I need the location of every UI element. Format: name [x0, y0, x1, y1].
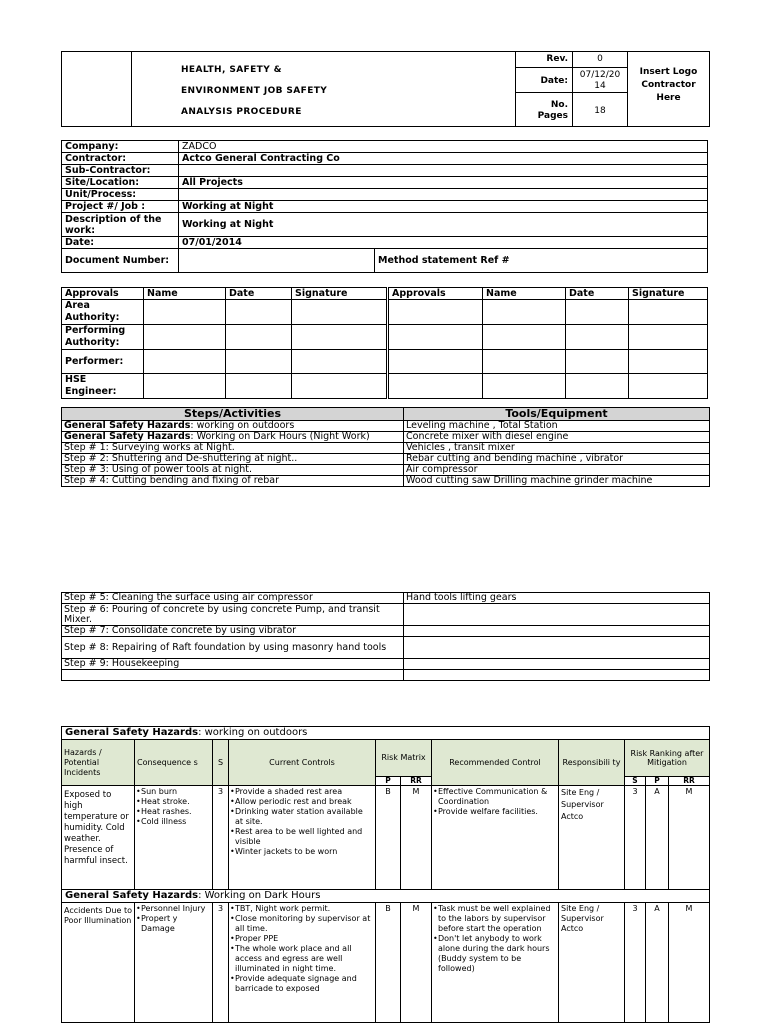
approval-cell[interactable] — [566, 325, 629, 350]
approval-cell[interactable] — [566, 350, 629, 374]
document-header — [61, 51, 710, 127]
step-row: Step # 9: Housekeeping — [62, 659, 404, 670]
probability-after-value: A — [646, 786, 669, 890]
approval-cell[interactable] — [566, 374, 629, 399]
recommended-control-column-header: Recommended Control — [432, 740, 559, 786]
step-row: Step # 7: Consolidate concrete by using vibrator — [62, 626, 404, 637]
company-value: ZADCO — [179, 141, 708, 153]
approval-cell[interactable] — [292, 350, 388, 374]
approvals-table — [61, 287, 708, 399]
approval-cell[interactable] — [566, 300, 629, 325]
step-row: General Safety Hazards: Working on Dark Hours (Night Work) — [62, 432, 404, 443]
site-label: Site/Location: — [62, 177, 179, 189]
contractor-value: Actco General Contracting Co — [179, 153, 708, 165]
probability-value: B — [376, 903, 401, 1023]
name-header-2: Name — [483, 288, 566, 300]
probability-after-subheader: P — [646, 777, 669, 786]
severity-after-value: 3 — [625, 903, 646, 1023]
tools-cell: Concrete mixer with diesel engine — [404, 432, 710, 443]
approvals-header-2: Approvals — [388, 288, 483, 300]
severity-value: 3 — [213, 786, 229, 890]
approvals-header: Approvals — [62, 288, 144, 300]
approval-cell[interactable] — [483, 325, 566, 350]
steps-activities-header: Steps/Activities — [62, 408, 404, 421]
step-row: Step # 8: Repairing of Raft foundation by using masonry hand tools — [62, 637, 404, 659]
probability-subheader: P — [376, 777, 401, 786]
document-number-value — [179, 249, 375, 273]
hazard-section-title: General Safety Hazards: working on outdoors — [62, 727, 710, 740]
approval-cell[interactable] — [483, 374, 566, 399]
method-statement-label: Method statement Ref # — [375, 249, 708, 273]
logo-placeholder: Insert Logo Contractor Here — [628, 52, 710, 127]
hazard-section-title: General Safety Hazards: Working on Dark Hours — [62, 890, 710, 903]
recommended-control-cell: • Effective Communication & Coordination • Provide welfare facilities. — [432, 786, 559, 890]
severity-after-subheader: S — [625, 777, 646, 786]
tools-cell — [404, 604, 710, 626]
description-label: Description of the work: — [62, 213, 179, 237]
rev-value: 0 — [573, 52, 628, 68]
probability-after-value: A — [646, 903, 669, 1023]
project-value: Working at Night — [179, 201, 708, 213]
responsibility-value: Site Eng / Supervisor Actco — [559, 903, 625, 1023]
step-row: Step # 4: Cutting bending and fixing of rebar — [62, 476, 404, 487]
tools-cell — [404, 637, 710, 659]
tools-cell: Hand tools lifting gears — [404, 593, 710, 604]
hazards-column-header: Hazards / Potential Incidents — [62, 740, 135, 786]
consequences-column-header: Consequence s — [135, 740, 213, 786]
signature-header-2: Signature — [629, 288, 708, 300]
hazard-description: Exposed to high temperature or humidity. Cold weather. Presence of harmful insect. — [62, 786, 135, 890]
approval-cell[interactable] — [629, 300, 708, 325]
tools-cell: Vehicles , transit mixer — [404, 443, 710, 454]
consequences-cell: • Personnel Injury • Propert y Damage — [135, 903, 213, 1023]
current-controls-column-header: Current Controls — [229, 740, 376, 786]
date-header: Date — [226, 288, 292, 300]
header-blank-cell — [62, 52, 132, 127]
approval-cell[interactable] — [388, 374, 483, 399]
approval-cell[interactable] — [226, 300, 292, 325]
signature-header: Signature — [292, 288, 388, 300]
date-value: 07/12/20 14 — [573, 68, 628, 93]
probability-value: B — [376, 786, 401, 890]
current-controls-cell: • Provide a shaded rest area • Allow periodic rest and break • Drinking water station available at site. • Rest area to be well lighted and visible • Winter jackets to be worn — [229, 786, 376, 890]
approval-cell[interactable] — [483, 350, 566, 374]
risk-rating-after-value: M — [669, 786, 710, 890]
step-row: Step # 3: Using of power tools at night. — [62, 465, 404, 476]
approval-cell[interactable] — [292, 300, 388, 325]
consequences-cell: • Sun burn • Heat stroke. • Heat rashes. • Cold illness — [135, 786, 213, 890]
approval-cell[interactable] — [388, 350, 483, 374]
tools-cell — [404, 659, 710, 670]
approval-cell[interactable] — [292, 325, 388, 350]
unit-label: Unit/Process: — [62, 189, 179, 201]
responsibility-value: Site Eng / Supervisor Actco — [559, 786, 625, 890]
steps-table — [61, 407, 710, 487]
approval-cell[interactable] — [144, 300, 226, 325]
step-row: Step # 1: Surveying works at Night. — [62, 443, 404, 454]
risk-rating-value: M — [401, 786, 432, 890]
approval-cell[interactable] — [483, 300, 566, 325]
document-number-label: Document Number: — [62, 249, 179, 273]
hazard-description: Accidents Due to Poor Illumination — [62, 903, 135, 1023]
step-row: Step # 5: Cleaning the surface using air compressor — [62, 593, 404, 604]
step-row — [62, 670, 404, 681]
risk-ranking-column-header: Risk Ranking after Mitigation — [625, 740, 710, 777]
approval-cell[interactable] — [144, 350, 226, 374]
project-info-table — [61, 140, 708, 273]
subcontractor-label: Sub-Contractor: — [62, 165, 179, 177]
severity-after-value: 3 — [625, 786, 646, 890]
approval-cell[interactable] — [388, 325, 483, 350]
risk-matrix-column-header: Risk Matrix — [376, 740, 432, 777]
approval-cell[interactable] — [144, 374, 226, 399]
approval-cell[interactable] — [226, 374, 292, 399]
date-label: Date: — [516, 68, 573, 93]
name-header: Name — [144, 288, 226, 300]
steps-table-continued — [61, 592, 710, 681]
severity-column-header: S — [213, 740, 229, 786]
project-label: Project #/ Job : — [62, 201, 179, 213]
approval-cell[interactable] — [629, 374, 708, 399]
severity-value: 3 — [213, 903, 229, 1023]
document-title: HEALTH, SAFETY & ENVIRONMENT JOB SAFETY ANALYSIS PROCEDURE — [132, 52, 516, 127]
approval-cell[interactable] — [629, 325, 708, 350]
area-authority-label: Area Authority: — [62, 300, 144, 325]
tools-equipment-header: Tools/Equipment — [404, 408, 710, 421]
date-label: Date: — [62, 237, 179, 249]
site-value: All Projects — [179, 177, 708, 189]
performer-label: Performer: — [62, 350, 144, 374]
rev-label: Rev. — [516, 52, 573, 68]
hazard-analysis-table — [61, 726, 710, 1023]
step-row: General Safety Hazards: working on outdoors — [62, 421, 404, 432]
pages-label: No. Pages — [516, 93, 573, 127]
approval-cell[interactable] — [292, 374, 388, 399]
risk-rating-after-value: M — [669, 903, 710, 1023]
approval-cell[interactable] — [144, 325, 226, 350]
contractor-label: Contractor: — [62, 153, 179, 165]
responsibility-column-header: Responsibili ty — [559, 740, 625, 786]
pages-value: 18 — [573, 93, 628, 127]
risk-rating-value: M — [401, 903, 432, 1023]
approval-cell[interactable] — [226, 350, 292, 374]
recommended-control-cell: • Task must be well explained to the labors by supervisor before start the operation • Don't let anybody to work alone during the dark hours (Buddy system to be followed) — [432, 903, 559, 1023]
tools-cell: Leveling machine , Total Station — [404, 421, 710, 432]
unit-value — [179, 189, 708, 201]
date-header-2: Date — [566, 288, 629, 300]
risk-rating-after-subheader: RR — [669, 777, 710, 786]
subcontractor-value — [179, 165, 708, 177]
tools-cell — [404, 626, 710, 637]
current-controls-cell: • TBT, Night work permit. • Close monitoring by supervisor at all time. • Proper PPE • The whole work place and all access and egress are well illuminated in night time. • Provide adequate signage and barricade to exposed — [229, 903, 376, 1023]
approval-cell[interactable] — [226, 325, 292, 350]
step-row: Step # 2: Shuttering and De-shuttering at night.. — [62, 454, 404, 465]
tools-cell: Rebar cutting and bending machine , vibrator — [404, 454, 710, 465]
approval-cell[interactable] — [629, 350, 708, 374]
tools-cell: Air compressor — [404, 465, 710, 476]
description-value: Working at Night — [179, 213, 708, 237]
step-row: Step # 6: Pouring of concrete by using concrete Pump, and transit Mixer. — [62, 604, 404, 626]
risk-rating-subheader: RR — [401, 777, 432, 786]
approval-cell[interactable] — [388, 300, 483, 325]
tools-cell: Wood cutting saw Drilling machine grinder machine — [404, 476, 710, 487]
hse-engineer-label: HSE Engineer: — [62, 374, 144, 399]
company-label: Company: — [62, 141, 179, 153]
performing-authority-label: Performing Authority: — [62, 325, 144, 350]
tools-cell — [404, 670, 710, 681]
date-value: 07/01/2014 — [179, 237, 708, 249]
